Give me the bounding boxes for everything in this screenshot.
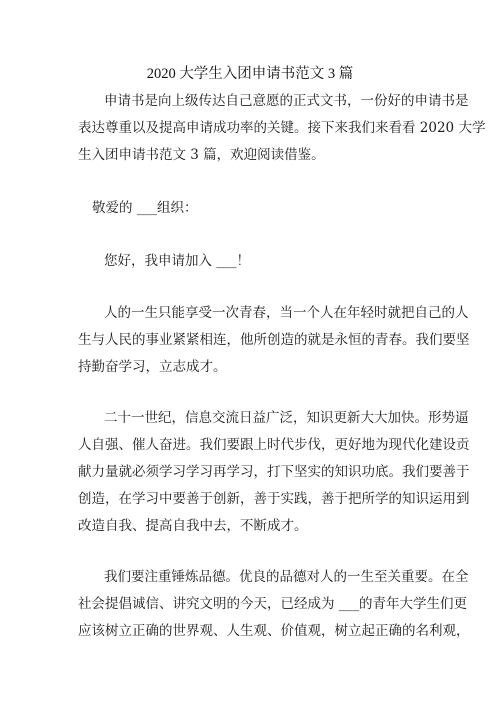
body-line: 献力量就必须学习学习再学习，打下坚实的知识功底。我们要善于 xyxy=(78,464,470,480)
body-line: 申请书是向上级传达自己意愿的正式文书，一份好的申请书是 xyxy=(104,93,469,109)
body-line: 社会提倡诚信、讲究文明的今天，已经成为 ___的青年大学生们更 xyxy=(78,596,468,612)
body-line: 持勤奋学习，立志成才。 xyxy=(78,359,227,375)
salutation: 敬爱的 ___组织： xyxy=(92,200,198,216)
body-line: 二十一世纪，信息交流日益广泛，知识更新大大加快。形势逼 xyxy=(104,410,469,426)
body-line: 表达尊重以及提高申请成功率的关键。接下来我们来看看 2020 大学 xyxy=(78,120,486,136)
body-line: 人自强、催人奋进。我们要跟上时代步伐，更好地为现代化建设贡 xyxy=(78,437,470,453)
body-line: 生入团申请书范文 3 篇，欢迎阅读借鉴。 xyxy=(78,147,325,163)
greeting: 您好，我申请加入 ___！ xyxy=(104,253,251,269)
body-line: 我们要注重锤炼品德。优良的品德对人的一生至关重要。在全 xyxy=(104,569,469,585)
body-line: 改造自我、提高自我中去，不断成才。 xyxy=(78,518,308,534)
body-line: 创造，在学习中要善于创新，善于实践，善于把所学的知识运用到 xyxy=(78,491,470,507)
body-line: 生与人民的事业紧紧相连，他所创造的就是永恒的青春。我们要坚 xyxy=(78,332,470,348)
body-line: 人的一生只能享受一次青春，当一个人在年轻时就把自己的人 xyxy=(104,305,469,321)
document-title: 2020 大学生入团申请书范文 3 篇 xyxy=(146,66,354,82)
body-line: 应该树立正确的世界观、人生观、价值观，树立起正确的名利观， xyxy=(78,623,470,639)
